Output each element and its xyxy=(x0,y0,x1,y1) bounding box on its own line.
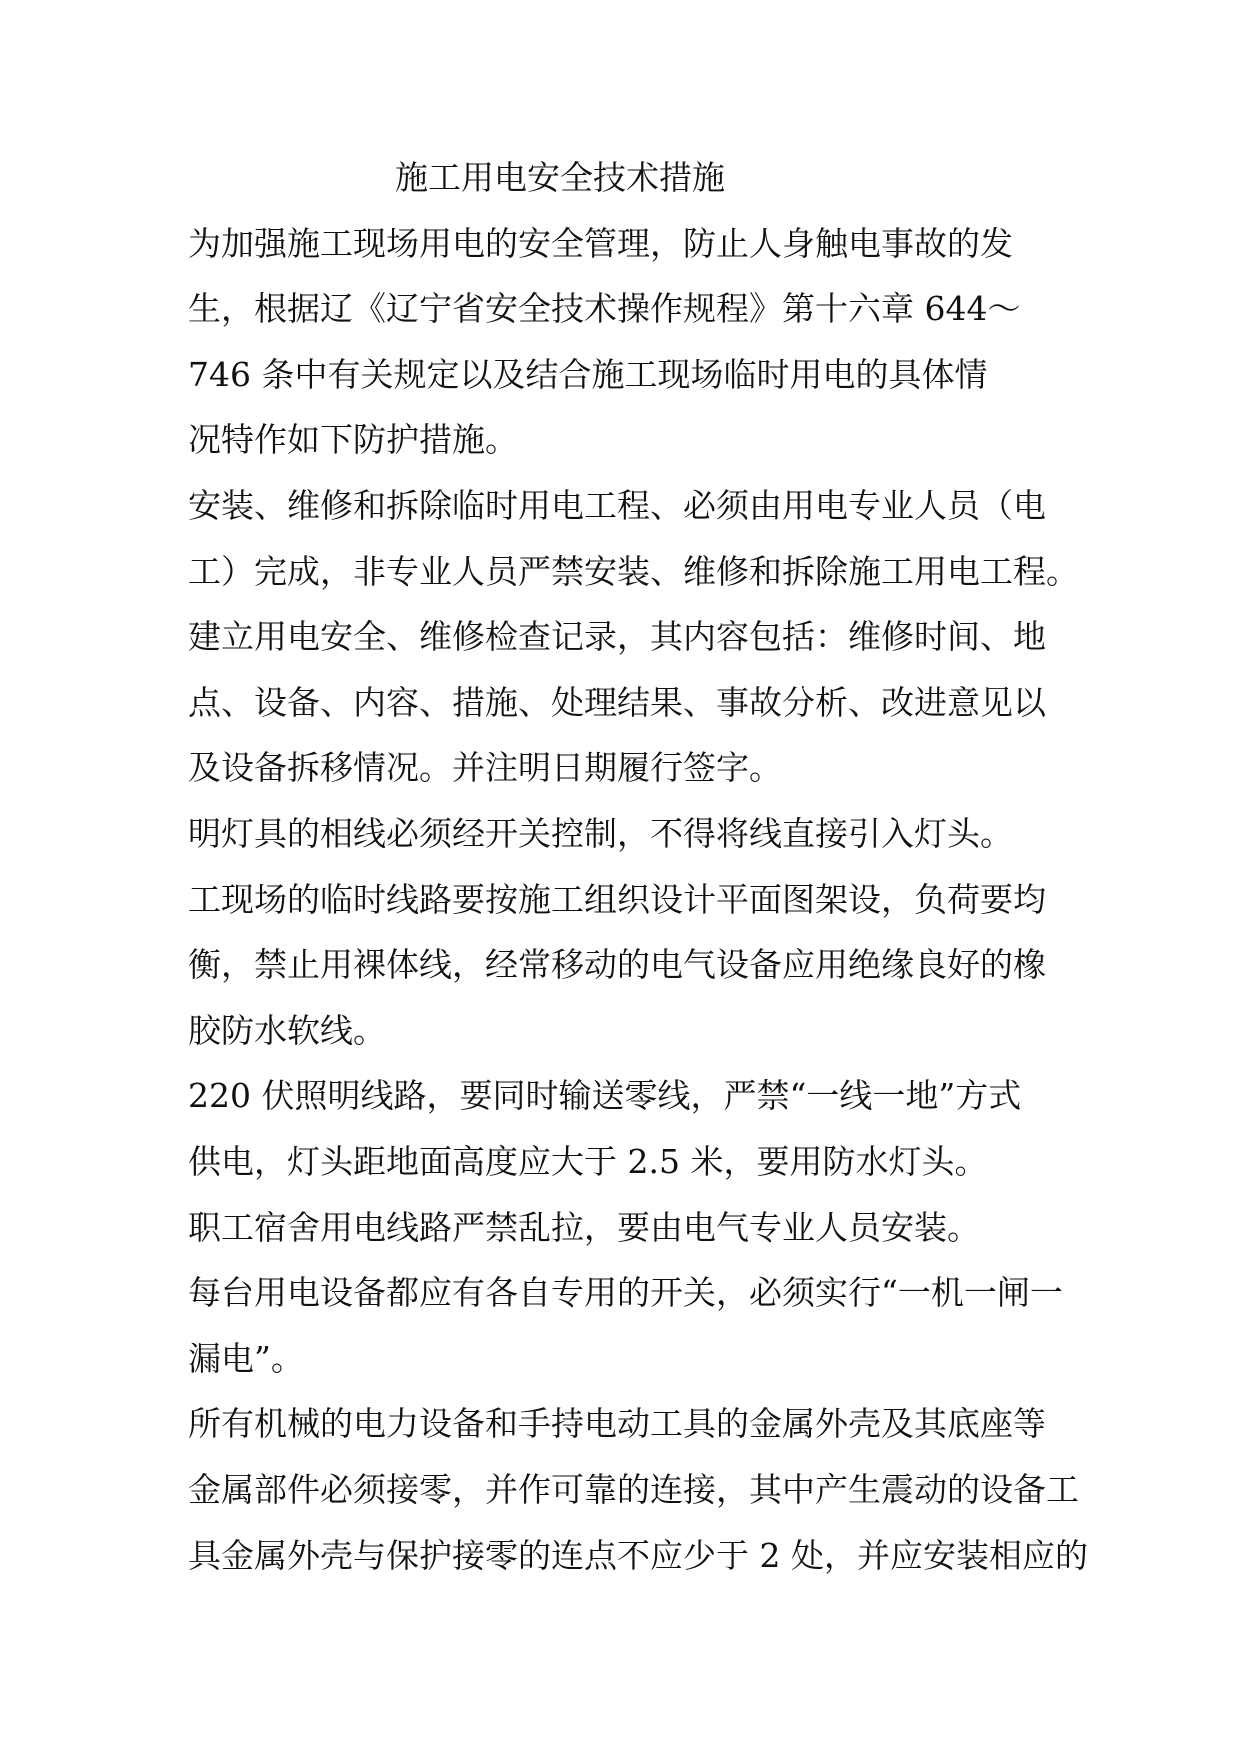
body-line: 况特作如下防护措施。 xyxy=(188,420,518,459)
document-title: 施工用电安全技术措施 xyxy=(395,158,725,197)
body-line: 具金属外壳与保护接零的连点不应少于 2 处，并应安装相应的 xyxy=(188,1536,1088,1575)
body-line: 220 伏照明线路，要同时输送零线，严禁“一线一地”方式 xyxy=(188,1076,1022,1115)
body-line: 点、设备、内容、措施、处理结果、事故分析、改进意见以 xyxy=(188,683,1046,722)
body-line: 及设备拆移情况。并注明日期履行签字。 xyxy=(188,748,782,787)
body-line: 建立用电安全、维修检查记录，其内容包括：维修时间、地 xyxy=(188,617,1046,656)
body-line: 金属部件必须接零，并作可靠的连接，其中产生震动的设备工 xyxy=(188,1470,1079,1509)
body-line: 所有机械的电力设备和手持电动工具的金属外壳及其底座等 xyxy=(188,1404,1046,1443)
body-line: 746 条中有关规定以及结合施工现场临时用电的具体情 xyxy=(188,355,988,394)
body-line: 生，根据辽《辽宁省安全技术操作规程》第十六章 644～ xyxy=(188,289,1021,328)
body-line: 每台用电设备都应有各自专用的开关，必须实行“一机一闸一 xyxy=(188,1273,1063,1312)
body-line: 安装、维修和拆除临时用电工程、必须由用电专业人员（电 xyxy=(188,486,1046,525)
body-line: 衡，禁止用裸体线，经常移动的电气设备应用绝缘良好的橡 xyxy=(188,945,1046,984)
body-line: 胶防水软线。 xyxy=(188,1011,386,1050)
body-line: 职工宿舍用电线路严禁乱拉，要由电气专业人员安装。 xyxy=(188,1208,980,1247)
body-line: 明灯具的相线必须经开关控制，不得将线直接引入灯头。 xyxy=(188,814,1013,853)
body-line: 为加强施工现场用电的安全管理，防止人身触电事故的发 xyxy=(188,224,1013,263)
body-line: 漏电”。 xyxy=(188,1339,304,1378)
body-line: 供电，灯头距地面高度应大于 2.5 米，要用防水灯头。 xyxy=(188,1142,988,1181)
body-line: 工）完成，非专业人员严禁安装、维修和拆除施工用电工程。 xyxy=(188,552,1079,591)
body-line: 工现场的临时线路要按施工组织设计平面图架设，负荷要均 xyxy=(188,880,1046,919)
